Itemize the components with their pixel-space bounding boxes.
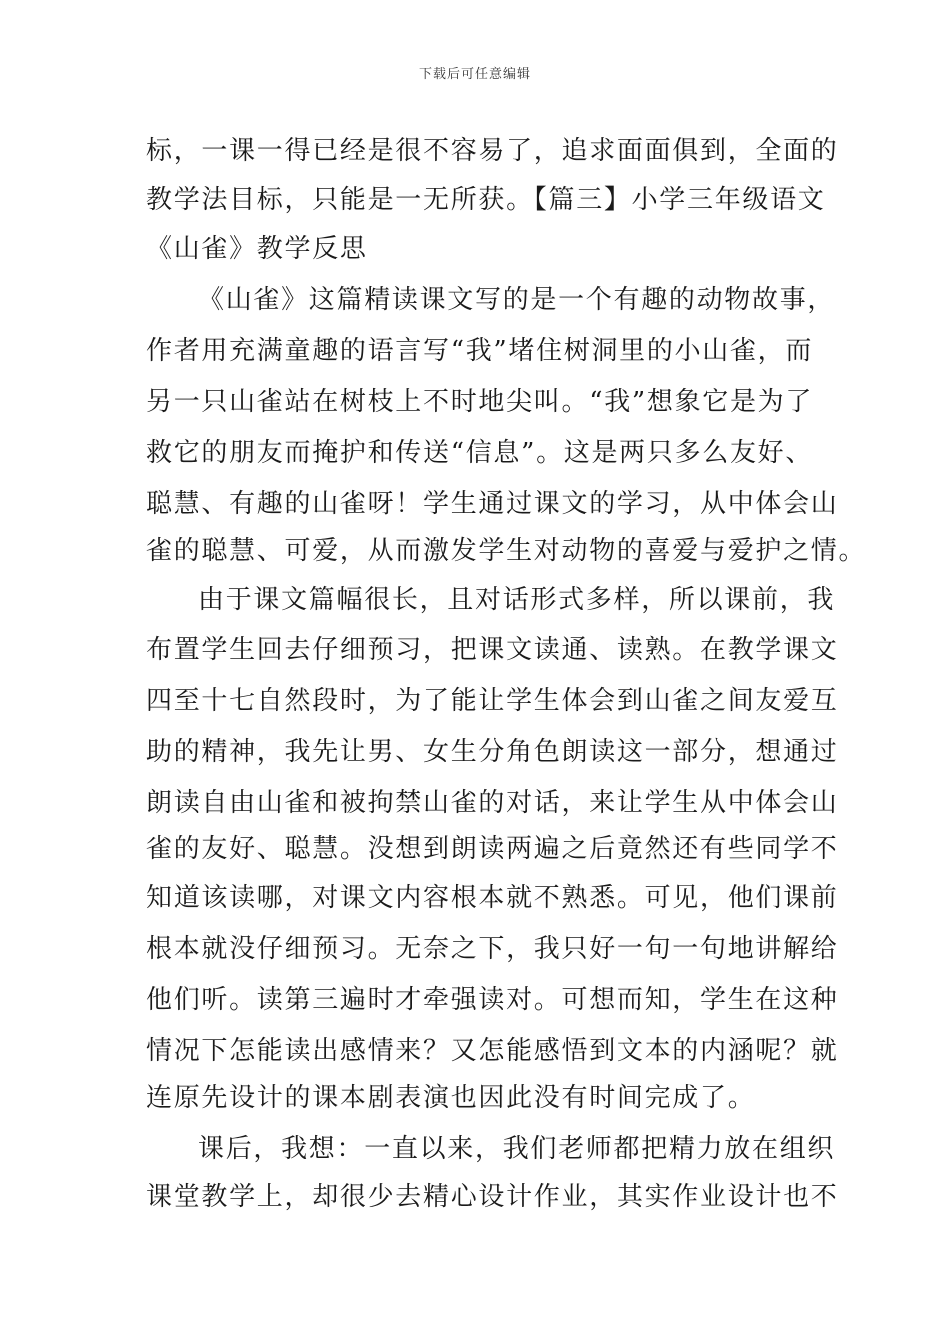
- body-line: 救它的朋友而掩护和传送“信息”。这是两只多么友好、: [146, 438, 814, 468]
- body-line: 雀的聪慧、可爱，从而激发学生对动物的喜爱与爱护之情。: [146, 536, 867, 566]
- body-line: 情况下怎能读出感情来？又怎能感悟到文本的内涵呢？就: [146, 1036, 839, 1066]
- body-line: 作者用充满童趣的语言写“我”堵住树洞里的小山雀，而: [146, 336, 814, 366]
- body-line: 助的精神，我先让男、女生分角色朗读这一部分，想通过: [146, 737, 839, 767]
- body-line: 他们听。读第三遍时才牵强读对。可想而知，学生在这种: [146, 985, 839, 1015]
- body-line: 聪慧、有趣的山雀呀！学生通过课文的学习，从中体会山: [146, 489, 839, 519]
- body-line: 布置学生回去仔细预习，把课文读通、读熟。在教学课文: [146, 635, 839, 665]
- body-line: 课后，我想：一直以来，我们老师都把精力放在组织: [198, 1134, 836, 1164]
- body-line: 由于课文篇幅很长，且对话形式多样，所以课前，我: [198, 585, 836, 615]
- body-line: 根本就没仔细预习。无奈之下，我只好一句一句地讲解给: [146, 934, 839, 964]
- page-header: 下载后可任意编辑: [418, 67, 531, 82]
- body-line: 《山雀》教学反思: [146, 234, 368, 264]
- body-line: 朗读自由山雀和被拘禁山雀的对话，来让学生从中体会山: [146, 788, 839, 818]
- body-line: 另一只山雀站在树枝上不时地尖叫。“我”想象它是为了: [146, 387, 814, 417]
- body-line: 《山雀》这篇精读课文写的是一个有趣的动物故事，: [198, 285, 836, 315]
- body-line: 连原先设计的课本剧表演也因此没有时间完成了。: [146, 1083, 756, 1113]
- body-line: 标，一课一得已经是很不容易了，追求面面俱到，全面的: [146, 136, 839, 166]
- body-line: 知道该读哪，对课文内容根本就不熟悉。可见，他们课前: [146, 883, 839, 913]
- body-line: 雀的友好、聪慧。没想到朗读两遍之后竟然还有些同学不: [146, 834, 839, 864]
- body-line: 教学法目标，只能是一无所获。【篇三】小学三年级语文: [146, 185, 826, 215]
- body-line: 课堂教学上，却很少去精心设计作业，其实作业设计也不: [146, 1182, 839, 1212]
- body-line: 四至十七自然段时，为了能让学生体会到山雀之间友爱互: [146, 686, 839, 716]
